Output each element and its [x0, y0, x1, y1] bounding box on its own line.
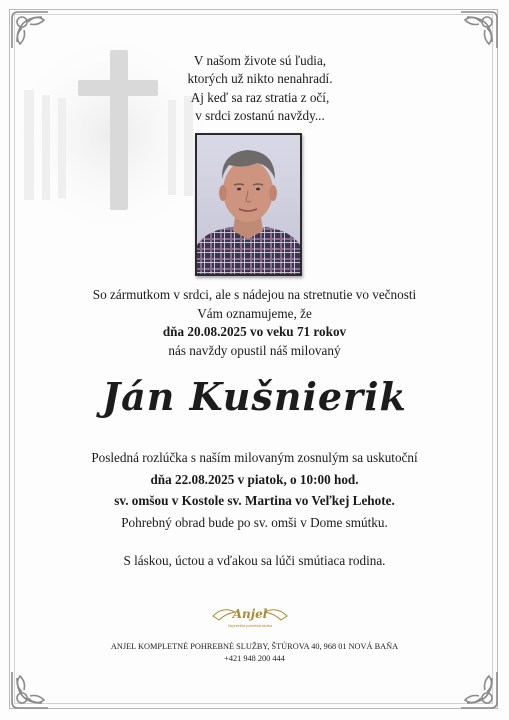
announcement-line: So zármutkom v srdci, ale s nádejou na stretnutie vo večnosti [92, 287, 417, 302]
portrait-image [197, 135, 300, 274]
company-phone: +421 948 200 444 [224, 654, 285, 663]
footer-contact [20, 641, 489, 665]
burial-info: Pohrebný obrad bude po sv. omši v Dome smútku. [121, 514, 388, 530]
family-farewell: S láskou, úctou a vďakou sa lúči smútiaca rodina. [123, 553, 386, 568]
funeral-date-time: dňa 22.08.2025 v piatok, o 10:00 hod. [150, 471, 359, 487]
logo-name: Anjel [232, 607, 268, 621]
funeral-mass-location: sv. omšou v Kostole sv. Martina vo Veľkej Lehote. [114, 493, 395, 508]
memorial-poem [150, 52, 370, 126]
poem-line: ktorých už nikto nenahradí. [187, 71, 333, 87]
funeral-details [20, 447, 489, 533]
deceased-name: Ján Kušnierik [102, 374, 407, 419]
portrait-photo [195, 133, 302, 276]
funeral-service-logo [205, 604, 295, 632]
corner-ornament-icon [455, 8, 501, 54]
poem-line: V našom živote sú ľudia, [193, 53, 327, 68]
company-address: ANJEL KOMPLETNÉ POHREBNÉ SLUŽBY, ŠTÚROVA 40, 968 01 NOVÁ BAŇA [110, 642, 399, 651]
poem-line: v srdci zostanú navždy... [195, 108, 325, 124]
poem-line: Aj keď sa raz stratia z očí, [190, 89, 330, 105]
corner-ornament-icon [455, 666, 501, 712]
announcement-line: nás navždy opustil náš milovaný [168, 342, 341, 358]
logo-tagline: Nepretržitá pohrebná služba [228, 624, 272, 628]
corner-ornament-icon [8, 666, 54, 712]
farewell-intro: Posledná rozlúčka s naším milovaným zosnulým sa uskutoční [91, 450, 418, 465]
date-of-death: dňa 20.08.2025 vo veku 71 rokov [162, 324, 347, 340]
announcement-line: Vám oznamujeme, že [197, 305, 312, 321]
death-announcement [20, 286, 489, 360]
